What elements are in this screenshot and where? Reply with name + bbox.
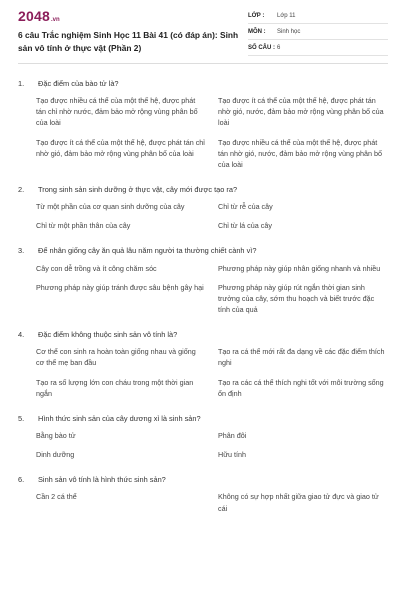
answer-option[interactable]: Dinh dưỡng — [36, 450, 75, 460]
answer-option[interactable]: Không có sự hợp nhất giữa giao tử đực và giao tử cái — [218, 492, 379, 513]
option-grid — [18, 485, 388, 521]
answer-option[interactable]: Phương pháp này giúp tránh được sâu bệnh gây hại — [36, 282, 204, 292]
question-3 — [18, 245, 388, 323]
answer-option[interactable]: Từ một phần của cơ quan sinh dưỡng của cây — [36, 202, 185, 212]
meta-label: LỚP : — [248, 12, 265, 19]
meta-label: SỐ CÂU : — [248, 44, 275, 51]
answer-option[interactable]: Phương pháp này giúp nhân giống nhanh và nhiều — [218, 263, 381, 273]
meta-row-class — [248, 8, 388, 24]
question-header — [18, 474, 388, 485]
page-title: 6 câu Trắc nghiệm Sinh Học 11 Bài 41 (có đáp án): Sinh sản vô tính ở thực vật (Phần 2) — [18, 30, 239, 53]
header — [18, 0, 388, 64]
answer-option[interactable]: Phương pháp này giúp rút ngắn thời gian sinh trưởng của cây, sớm thu hoạch và biết trước đặc tính của quả — [218, 282, 375, 315]
answer-option[interactable]: Tạo được ít cá thể của một thế hệ, được phát tán chỉ nhờ gió, đảm bảo mở rộng vùng phân bố của loài — [36, 137, 205, 158]
meta-label: MÔN : — [248, 28, 266, 35]
answer-option[interactable]: Phân đôi — [218, 431, 247, 441]
answer-option[interactable]: Cơ thể con sinh ra hoàn toàn giống nhau và giống cơ thể mẹ ban đầu — [36, 347, 196, 368]
answer-option[interactable]: Hữu tính — [218, 450, 246, 460]
option-grid — [18, 257, 388, 324]
question-6 — [18, 474, 388, 521]
question-header — [18, 78, 388, 89]
question-header — [18, 245, 388, 256]
question-number: 3. — [18, 246, 25, 256]
question-list — [18, 64, 388, 522]
question-text: Hình thức sinh sản của cây dương xỉ là sinh sản? — [38, 413, 201, 423]
answer-option[interactable]: Tạo ra các cá thể thích nghi tốt với môi trường sống ổn định — [218, 377, 384, 398]
meta-value: Sinh học — [277, 28, 301, 35]
answer-option[interactable]: Tạo được ít cá thể của một thế hệ, được phát tán nhờ gió, nước, đảm bảo mở rộng vùng phân bố của loài — [218, 96, 384, 128]
question-text: Đặc điểm không thuộc sinh sản vô tính là? — [38, 330, 178, 340]
answer-option[interactable]: Tạo ra cá thể mới rất đa dạng về các đặc điểm thích nghi — [218, 347, 385, 368]
meta-value: Lớp 11 — [277, 12, 296, 19]
question-text: Sinh sản vô tính là hình thức sinh sản? — [38, 475, 166, 485]
answer-option[interactable]: Tạo ra số lượng lớn con cháu trong một thời gian ngắn — [36, 377, 194, 398]
question-1 — [18, 78, 388, 178]
option-grid — [18, 195, 388, 239]
answer-option[interactable]: Chỉ từ một phần thân của cây — [36, 221, 131, 231]
question-number: 2. — [18, 185, 25, 195]
question-number: 6. — [18, 475, 25, 485]
question-text: Trong sinh sản sinh dưỡng ở thực vật, cây mới được tạo ra? — [38, 185, 238, 195]
answer-option[interactable]: Chỉ từ rễ của cây — [218, 202, 273, 212]
question-5 — [18, 413, 388, 468]
question-text: Đặc điểm của bào tử là? — [38, 79, 119, 88]
question-header — [18, 329, 388, 340]
answer-option[interactable]: Tạo được nhiều cá thể của một thế hệ, được phát tán nhờ gió, nước, đảm bảo mở rộng vùng phân bố của loài — [218, 137, 382, 169]
question-header — [18, 184, 388, 195]
answer-option[interactable]: Cây con dễ trồng và ít công chăm sóc — [36, 263, 157, 273]
meta-table — [248, 8, 388, 63]
answer-option[interactable]: Bằng bào tử — [36, 431, 76, 441]
question-header — [18, 413, 388, 424]
logo-sub-text: .vn — [50, 17, 60, 23]
brand-block — [18, 8, 248, 63]
question-2 — [18, 184, 388, 239]
answer-option[interactable]: Tạo được nhiều cá thể của một thế hệ, được phát tán chỉ nhờ nước, đảm bảo mở rộng vùng phân bố của loài — [36, 96, 198, 128]
question-4 — [18, 329, 388, 407]
answer-option[interactable]: Chỉ từ lá của cây — [218, 221, 272, 231]
option-grid — [18, 424, 388, 468]
question-number: 1. — [18, 79, 25, 88]
question-number: 5. — [18, 413, 25, 423]
question-number: 4. — [18, 330, 25, 340]
meta-row-subject — [248, 24, 388, 40]
option-grid — [18, 340, 388, 407]
site-logo[interactable] — [18, 8, 248, 24]
option-grid — [18, 89, 388, 178]
meta-value: 6 — [277, 44, 281, 51]
meta-row-count — [248, 40, 388, 56]
question-text: Để nhân giống cây ăn quả lâu năm người ta thường chiết cành vì? — [38, 246, 257, 256]
logo-main-text: 2048 — [18, 8, 50, 24]
answer-option[interactable]: Cần 2 cá thể — [36, 492, 77, 502]
